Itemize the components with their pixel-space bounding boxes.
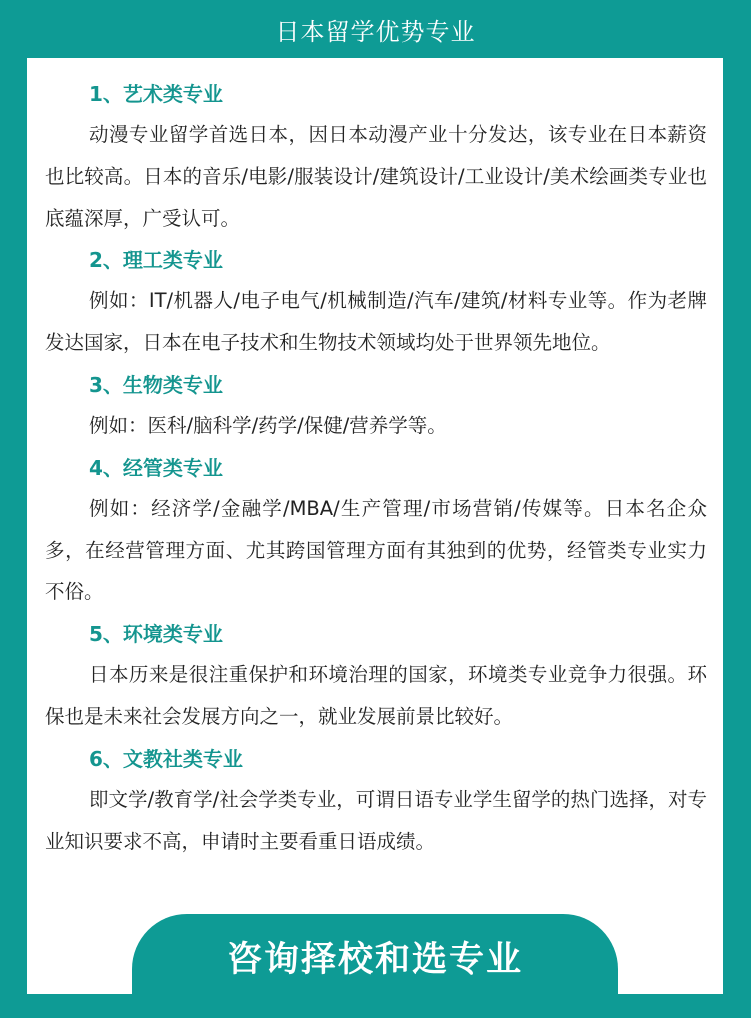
section-body: 例如：医科/脑科学/药学/保健/营养学等。 [89, 413, 447, 437]
consult-button-label: 咨询择校和选专业 [226, 940, 523, 980]
content-panel [27, 58, 723, 994]
section-business [45, 448, 707, 613]
section-body: 动漫专业留学首选日本，因日本动漫产业十分发达，该专业在日本薪资也比较高。日本的音乐/电影/服装设计/建筑设计/工业设计/美术绘画类专业也底蕴深厚，广受认可。 [45, 123, 707, 230]
section-title: 6、文教社类专业 [89, 746, 243, 771]
section-title: 2、理工类专业 [89, 248, 223, 273]
section-title: 3、生物类专业 [89, 372, 223, 397]
page-header [0, 0, 751, 58]
section-body: 即文学/教育学/社会学类专业，可谓日语专业学生留学的热门选择，对专业知识要求不高，申请时主要看重日语成绩。 [45, 787, 707, 853]
section-art [45, 74, 707, 239]
section-body: 例如：经济学/金融学/MBA/生产管理/市场营销/传媒等。日本名企众多，在经营管理方面、尤其跨国管理方面有其独到的优势，经管类专业实力不俗。 [45, 496, 707, 604]
section-title: 1、艺术类专业 [89, 82, 223, 106]
section-science-engineering [45, 240, 707, 364]
section-humanities [45, 739, 707, 863]
page-title: 日本留学优势专业 [275, 17, 476, 46]
section-environment [45, 614, 707, 738]
consult-button[interactable] [132, 914, 618, 994]
section-body: 日本历来是很注重保护和环境治理的国家，环境类专业竞争力很强。环保也是未来社会发展方向之一，就业发展前景比较好。 [45, 663, 707, 728]
section-title: 4、经管类专业 [89, 455, 223, 480]
section-title: 5、环境类专业 [89, 622, 223, 647]
section-biology [45, 365, 707, 447]
majors-list [45, 74, 707, 863]
section-body: 例如：IT/机器人/电子电气/机械制造/汽车/建筑/材料专业等。作为老牌发达国家，日本在电子技术和生物技术领域均处于世界领先地位。 [45, 289, 707, 355]
